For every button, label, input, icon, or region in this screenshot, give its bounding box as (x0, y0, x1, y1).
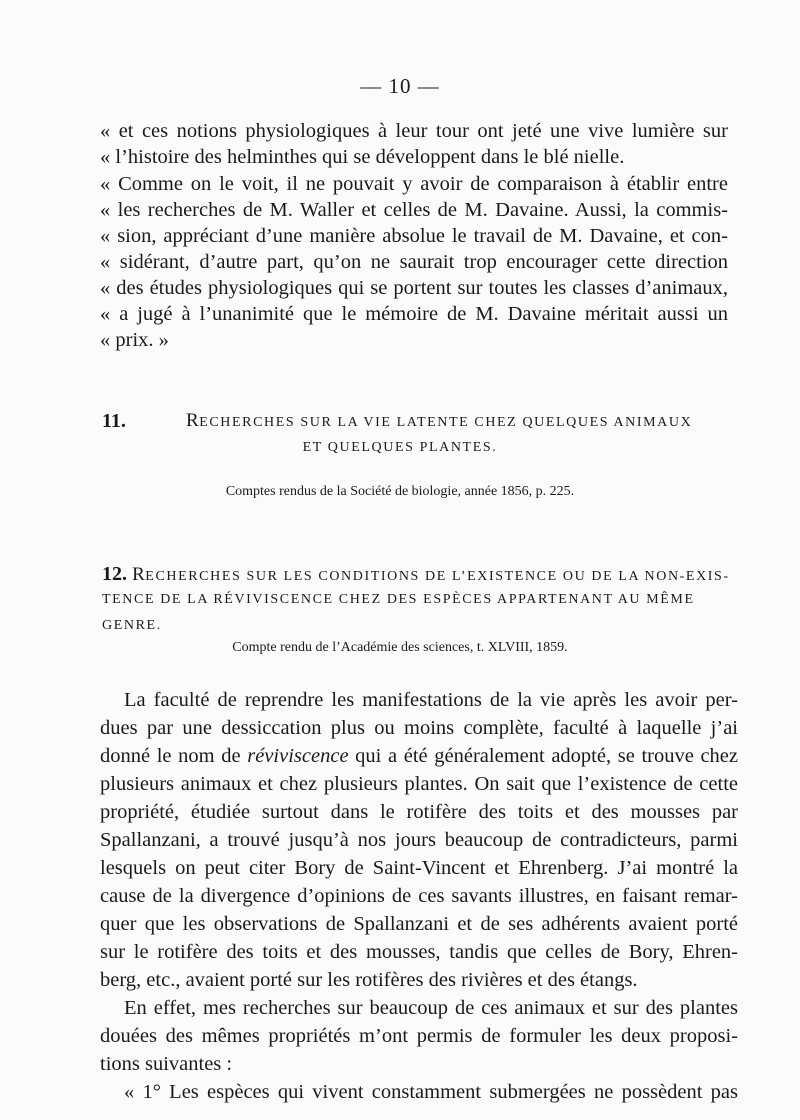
body-line: douées des mêmes propriétés m’ont permis de formuler les deux proposi- (100, 1025, 738, 1047)
body-line: donné le nom de réviviscence qui a été généralement adopté, se trouve chez (100, 745, 738, 767)
body-line: cause de la divergence d’opinions de ces savants illustres, en faisant remar- (100, 885, 738, 907)
section-12-title-line1: 12. RECHERCHES SUR LES CONDITIONS DE L’EXISTENCE OU DE LA NON-EXIS- (102, 563, 730, 585)
page-number: — 10 — (360, 74, 440, 98)
section-11-source: Comptes rendus de la Société de biologie, année 1856, p. 225. (225, 484, 575, 499)
quote-line: « des études physiologiques qui se portent sur toutes les classes d’animaux, (100, 277, 728, 299)
section-12-source: Compte rendu de l’Académie des sciences, t. XLVIII, 1859. (232, 640, 568, 655)
body-line: Spallanzani, a trouvé jusqu’à nos jours beaucoup de contradicteurs, parmi (100, 829, 738, 851)
quote-line: « prix. » (100, 329, 169, 351)
section-12-title-line2: TENCE DE LA RÉVIVISCENCE CHEZ DES ESPÈCES APPARTENANT AU MÊME (102, 592, 695, 607)
body-line: « 1° Les espèces qui vivent constamment submergées ne possèdent pas (124, 1081, 738, 1103)
quote-line: « l’histoire des helminthes qui se développent dans le blé nielle. (100, 146, 625, 168)
body-line: propriété, étudiée surtout dans le rotifère des toits et des mousses par (100, 801, 738, 823)
section-11-title-line2: ET QUELQUES PLANTES. (302, 440, 498, 455)
section-11-number: 11. (102, 410, 126, 432)
quote-line: « les recherches de M. Waller et celles de M. Davaine. Aussi, la commis- (100, 199, 728, 221)
body-line: sur le rotifère des toits et des mousses, tandis que celles de Bory, Ehren- (100, 941, 738, 963)
section-11-title-line1: RECHERCHES SUR LA VIE LATENTE CHEZ QUELQUES ANIMAUX (186, 410, 693, 431)
body-line: lesquels on peut citer Bory de Saint-Vincent et Ehrenberg. J’ai montré la (100, 857, 738, 879)
section-12-title-line3: GENRE. (102, 618, 162, 633)
body-line: dues par une dessiccation plus ou moins complète, faculté à laquelle j’ai (100, 717, 738, 739)
quote-line: « sion, appréciant d’une manière absolue le travail de M. Davaine, et con- (100, 225, 728, 247)
quote-line: « et ces notions physiologiques à leur tour ont jeté une vive lumière sur (100, 120, 728, 142)
quote-line: « a jugé à l’unanimité que le mémoire de M. Davaine méritait aussi un (100, 303, 728, 325)
body-line: berg, etc., avaient porté sur les rotifères des rivières et des étangs. (100, 969, 638, 991)
body-line: tions suivantes : (100, 1053, 233, 1075)
body-line: En effet, mes recherches sur beaucoup de ces animaux et sur des plantes (124, 997, 738, 1019)
body-line: La faculté de reprendre les manifestations de la vie après les avoir per- (124, 689, 738, 711)
quote-line: « Comme on le voit, il ne pouvait y avoir de comparaison à établir entre (100, 173, 728, 195)
quote-line: « sidérant, d’autre part, qu’on ne saurait trop encourager cette direction (100, 251, 728, 273)
body-line: plusieurs animaux et chez plusieurs plantes. On sait que l’existence de cette (100, 773, 738, 795)
body-line: quer que les observations de Spallanzani et de ses adhérents avaient porté (100, 913, 738, 935)
